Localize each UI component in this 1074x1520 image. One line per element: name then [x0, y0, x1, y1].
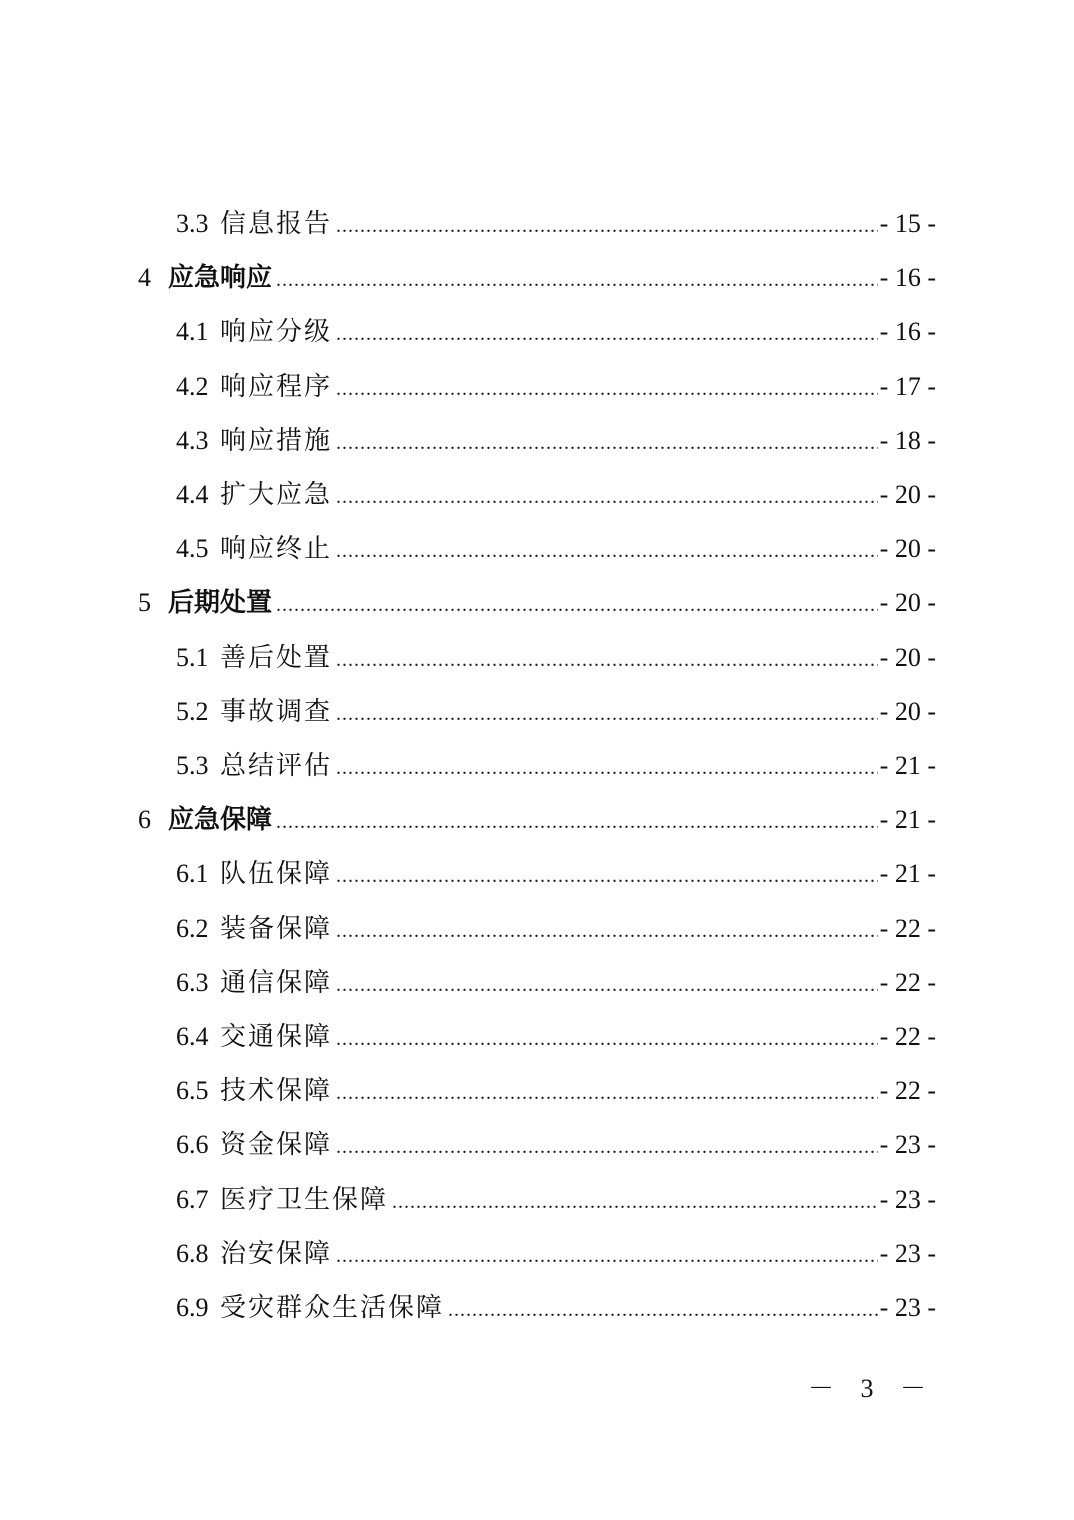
toc-section-entry[interactable]: [0, 1180, 936, 1220]
toc-dot-leader: [336, 694, 878, 734]
toc-entry-title: 资金保障: [220, 1130, 333, 1159]
toc-dot-leader: [392, 1182, 878, 1222]
toc-section-entry[interactable]: [0, 963, 936, 1003]
toc-entry-title: 总结评估: [220, 751, 333, 780]
toc-entry-title: 信息报告: [220, 209, 333, 238]
toc-section-entry[interactable]: [0, 638, 936, 678]
toc-entry-number: 4.5: [176, 534, 209, 563]
toc-dot-leader: [448, 1290, 878, 1330]
toc-section-entry[interactable]: [0, 421, 936, 461]
toc-dot-leader: [336, 314, 878, 354]
toc-entry-number: 6.9: [176, 1293, 209, 1322]
toc-section-entry[interactable]: [0, 746, 936, 786]
toc-entry-number: 4.4: [176, 480, 209, 509]
toc-entry-number: 5.1: [176, 643, 209, 672]
toc-entry-page: - 20 -: [879, 697, 936, 726]
toc-dot-leader: [336, 911, 878, 951]
toc-entry-page: - 21 -: [879, 751, 936, 780]
toc-chapter-entry[interactable]: [0, 800, 936, 840]
toc-entry-title: 响应措施: [220, 426, 333, 455]
toc-entry-page: - 16 -: [879, 263, 936, 292]
toc-dot-leader: [336, 640, 878, 680]
toc-entry-page: - 18 -: [879, 426, 936, 455]
toc-entry-number: 5.2: [176, 697, 209, 726]
toc-entry-number: 4.3: [176, 426, 209, 455]
toc-entry-title: 事故调查: [220, 697, 333, 726]
toc-dot-leader: [276, 802, 878, 842]
toc-entry-page: - 22 -: [879, 1022, 936, 1051]
toc-entry-number: 6.8: [176, 1239, 209, 1268]
toc-entry-number: 6.2: [176, 914, 209, 943]
toc-dot-leader: [276, 585, 878, 625]
toc-dot-leader: [336, 477, 878, 517]
toc-entry-number: 6.1: [176, 859, 209, 888]
toc-section-entry[interactable]: [0, 909, 936, 949]
toc-section-entry[interactable]: [0, 475, 936, 515]
toc-dot-leader: [336, 1236, 878, 1276]
toc-chapter-entry[interactable]: [0, 583, 936, 623]
toc-entry-title: 应急保障: [168, 805, 273, 835]
toc-entry-number: 6.6: [176, 1130, 209, 1159]
toc-entry-page: - 22 -: [879, 914, 936, 943]
toc-dot-leader: [336, 1127, 878, 1167]
toc-entry-page: - 21 -: [879, 805, 936, 834]
toc-entry-number: 6.5: [176, 1076, 209, 1105]
toc-dot-leader: [276, 260, 878, 300]
toc-entry-page: - 16 -: [879, 317, 936, 346]
toc-dot-leader: [336, 1019, 878, 1059]
toc-entry-page: - 17 -: [879, 372, 936, 401]
toc-entry-number: 4: [138, 263, 151, 292]
toc-entry-number: 6.4: [176, 1022, 209, 1051]
toc-entry-page: - 21 -: [879, 859, 936, 888]
toc-entry-title: 治安保障: [220, 1239, 333, 1268]
toc-section-entry[interactable]: [0, 1125, 936, 1165]
toc-section-entry[interactable]: [0, 367, 936, 407]
toc-entry-page: - 15 -: [879, 209, 936, 238]
toc-section-entry[interactable]: [0, 854, 936, 894]
toc-entry-page: - 23 -: [879, 1239, 936, 1268]
toc-entry-page: - 22 -: [879, 968, 936, 997]
toc-entry-title: 响应程序: [220, 372, 333, 401]
toc-entry-page: - 23 -: [879, 1130, 936, 1159]
toc-section-entry[interactable]: [0, 1288, 936, 1328]
toc-entry-page: - 20 -: [879, 643, 936, 672]
toc-section-entry[interactable]: [0, 529, 936, 569]
toc-entry-number: 5.3: [176, 751, 209, 780]
toc-dot-leader: [336, 748, 878, 788]
toc-entry-number: 3.3: [176, 209, 209, 238]
toc-entry-page: - 20 -: [879, 480, 936, 509]
toc-section-entry[interactable]: [0, 692, 936, 732]
toc-entry-number: 4.2: [176, 372, 209, 401]
toc-entry-title: 通信保障: [220, 968, 333, 997]
toc-entry-title: 应急响应: [168, 263, 273, 293]
toc-section-entry[interactable]: [0, 312, 936, 352]
toc-dot-leader: [336, 423, 878, 463]
toc-dot-leader: [336, 531, 878, 571]
toc-dot-leader: [336, 206, 878, 246]
toc-entry-page: - 23 -: [879, 1293, 936, 1322]
toc-entry-title: 后期处置: [168, 588, 273, 618]
toc-entry-title: 受灾群众生活保障: [220, 1293, 445, 1322]
toc-entry-title: 响应终止: [220, 534, 333, 563]
toc-entry-number: 4.1: [176, 317, 209, 346]
toc-dot-leader: [336, 369, 878, 409]
toc-entry-title: 技术保障: [220, 1076, 333, 1105]
toc-entry-page: - 23 -: [879, 1185, 936, 1214]
toc-entry-title: 善后处置: [220, 643, 333, 672]
toc-entry-title: 医疗卫生保障: [220, 1185, 389, 1214]
toc-entry-page: - 20 -: [879, 534, 936, 563]
toc-entry-page: - 22 -: [879, 1076, 936, 1105]
toc-dot-leader: [336, 1073, 878, 1113]
toc-chapter-entry[interactable]: [0, 258, 936, 298]
toc-section-entry[interactable]: [0, 1071, 936, 1111]
toc-section-entry[interactable]: [0, 204, 936, 244]
toc-section-entry[interactable]: [0, 1234, 936, 1274]
toc-section-entry[interactable]: [0, 1017, 936, 1057]
toc-entry-number: 6.3: [176, 968, 209, 997]
toc-entry-title: 响应分级: [220, 317, 333, 346]
toc-entry-title: 扩大应急: [220, 480, 333, 509]
toc-entry-title: 装备保障: [220, 914, 333, 943]
page-number: － 3 －: [807, 1374, 936, 1403]
toc-entry-number: 6: [138, 805, 151, 834]
toc-entry-number: 5: [138, 588, 151, 617]
toc-entry-page: - 20 -: [879, 588, 936, 617]
toc-dot-leader: [336, 856, 878, 896]
toc-dot-leader: [336, 965, 878, 1005]
toc-entry-title: 交通保障: [220, 1022, 333, 1051]
toc-entry-number: 6.7: [176, 1185, 209, 1214]
toc-entry-title: 队伍保障: [220, 859, 333, 888]
